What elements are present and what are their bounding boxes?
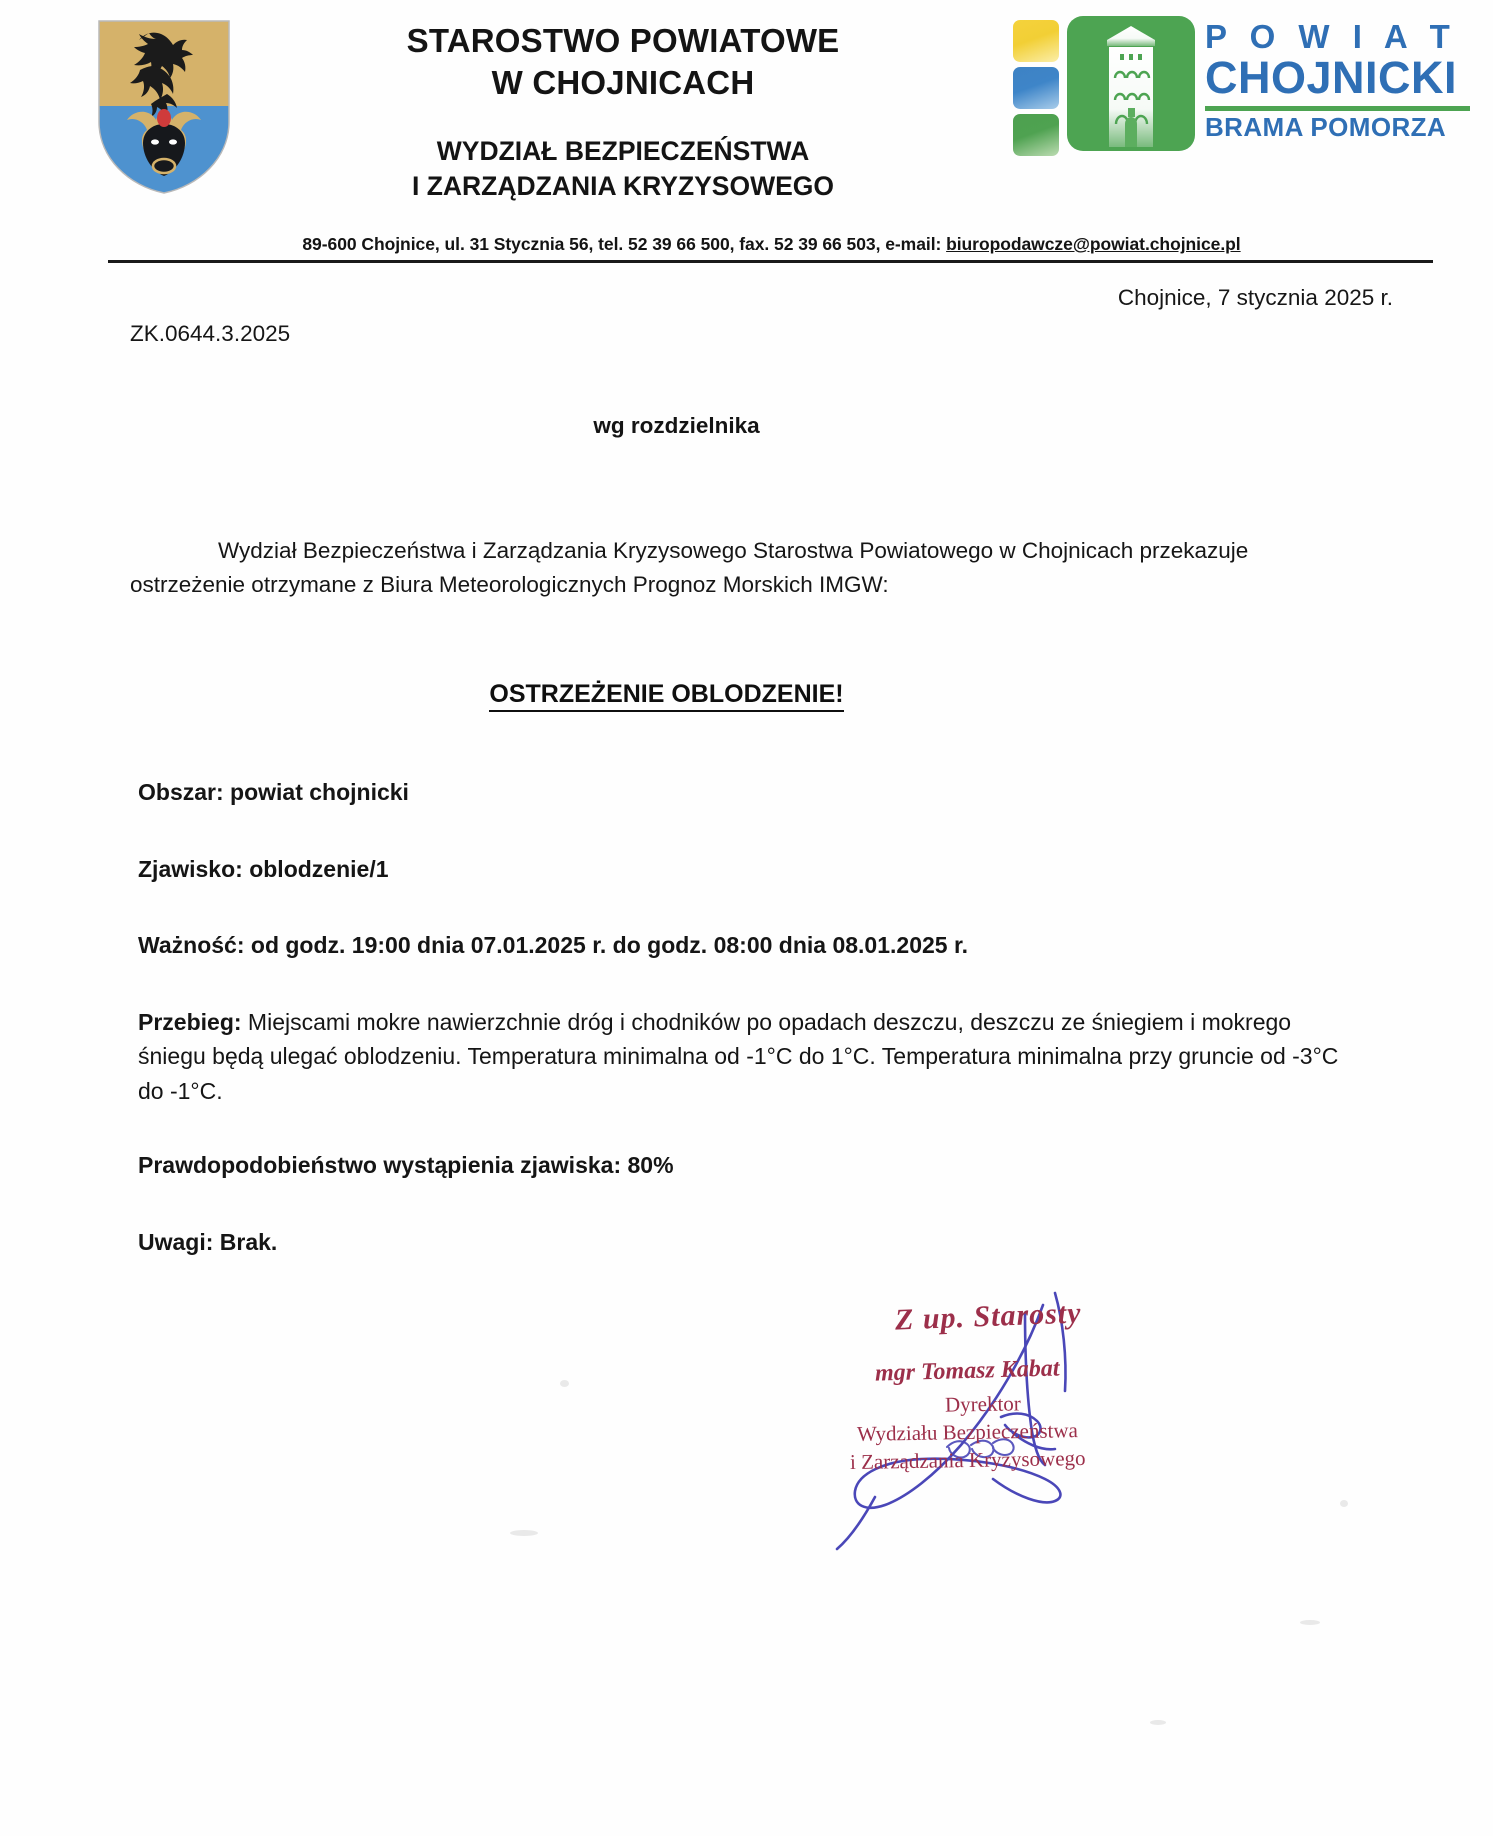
field-uwagi-value: Brak. [213, 1228, 278, 1255]
field-przebieg [138, 1005, 1363, 1109]
field-obszar-label: Obszar: [138, 779, 224, 806]
signature-line-2: mgr Tomasz Kabat [874, 1355, 1060, 1387]
address-line [130, 234, 1413, 260]
scan-smudge [510, 1530, 538, 1536]
recipient-line: wg rozdzielnika [593, 413, 760, 438]
logo-divider [1205, 106, 1470, 111]
tower-icon [1067, 16, 1195, 151]
document-reference-number: ZK.0644.3.2025 [130, 321, 291, 346]
address-prefix: 89-600 Chojnice, ul. 31 Stycznia 56, tel. 52 39 66 500, fax. 52 39 66 503, e-mail: [302, 234, 947, 254]
scan-smudge [1300, 1620, 1320, 1625]
field-waznosc-label: Ważność: [138, 932, 245, 959]
email-link[interactable]: biuropodawcze@powiat.chojnice.pl [946, 234, 1241, 254]
field-waznosc [138, 928, 1363, 963]
logo-square-green [1013, 114, 1059, 156]
office-title-line1: STAROSTWO POWIATOWE [406, 22, 840, 59]
field-obszar [138, 775, 1363, 810]
scan-smudge [1150, 1720, 1166, 1725]
field-zjawisko [138, 852, 1363, 887]
powiat-chojnicki-logo [1013, 16, 1458, 158]
field-prawdopodobienstwo [138, 1148, 1363, 1183]
warning-title-text: OSTRZEŻENIE OBLODZENIE! [489, 680, 843, 712]
signature-line-5: i Zarządzania Kryzysowego [849, 1445, 1086, 1475]
intro-text: Wydział Bezpieczeństwa i Zarządzania Kryzysowego Starostwa Powiatowego w Chojnicach przekazuje ostrzeżenie otrzymane z Biura Meteorologicznych Prognoz Morskich IMGW: [130, 538, 1249, 598]
logo-square-blue [1013, 67, 1059, 109]
field-zjawisko-label: Zjawisko: [138, 855, 243, 882]
signature-line-3: Dyrektor [944, 1391, 1022, 1417]
address-block [130, 234, 1413, 263]
intro-paragraph [130, 534, 1368, 602]
signature-line-1: Z up. Starosty [894, 1296, 1083, 1337]
document-meta [0, 263, 1493, 363]
warning-title [0, 680, 1493, 709]
logo-color-squares [1013, 20, 1059, 156]
scan-smudge [1340, 1500, 1348, 1507]
field-waznosc-value: od godz. 19:00 dnia 07.01.2025 r. do godz. 08:00 dnia 08.01.2025 r. [244, 932, 969, 959]
field-obszar-value: powiat chojnicki [223, 779, 409, 806]
department-line2: I ZARZĄDZANIA KRYZYSOWEGO [411, 170, 835, 201]
field-prawdopodobienstwo-value: 80% [621, 1152, 674, 1179]
field-przebieg-label: Przebieg: [138, 1008, 242, 1035]
coat-of-arms-icon [95, 18, 233, 196]
signature-line-4: Wydziału Bezpieczeństwa [856, 1418, 1079, 1446]
signature-block [849, 1296, 1185, 1550]
logo-text [1205, 16, 1470, 140]
header-titles [243, 10, 1003, 203]
office-title-line2: W CHOJNICACH [491, 64, 755, 102]
field-uwagi-label: Uwagi: [138, 1228, 214, 1255]
field-przebieg-value: Miejscami mokre nawierzchnie dróg i chodników po opadach deszczu, deszczu ze śniegiem i mokrego śniegu będą ulegać oblodzeniu. Temperatura minimalna od -1°C do 1°C. Temperatura minimalna przy gruncie od -3°C do -1°C. [138, 1008, 1339, 1104]
logo-powiat-text: P O W I A T [1205, 18, 1457, 55]
logo-square-yellow [1013, 20, 1059, 62]
scan-smudge [560, 1380, 569, 1387]
warning-fields [138, 775, 1363, 1259]
department-line1: WYDZIAŁ BEZPIECZEŃSTWA [436, 136, 810, 167]
logo-chojnicki-text: CHOJNICKI [1205, 52, 1458, 103]
letterhead-header [0, 0, 1493, 230]
logo-brama-text: BRAMA POMORZA [1205, 111, 1447, 142]
field-zjawisko-value: oblodzenie/1 [242, 855, 389, 882]
field-prawdopodobienstwo-label: Prawdopodobieństwo wystąpienia zjawiska: [138, 1152, 622, 1179]
document-date: Chojnice, 7 stycznia 2025 r. [1117, 285, 1393, 310]
field-uwagi [138, 1225, 1363, 1260]
